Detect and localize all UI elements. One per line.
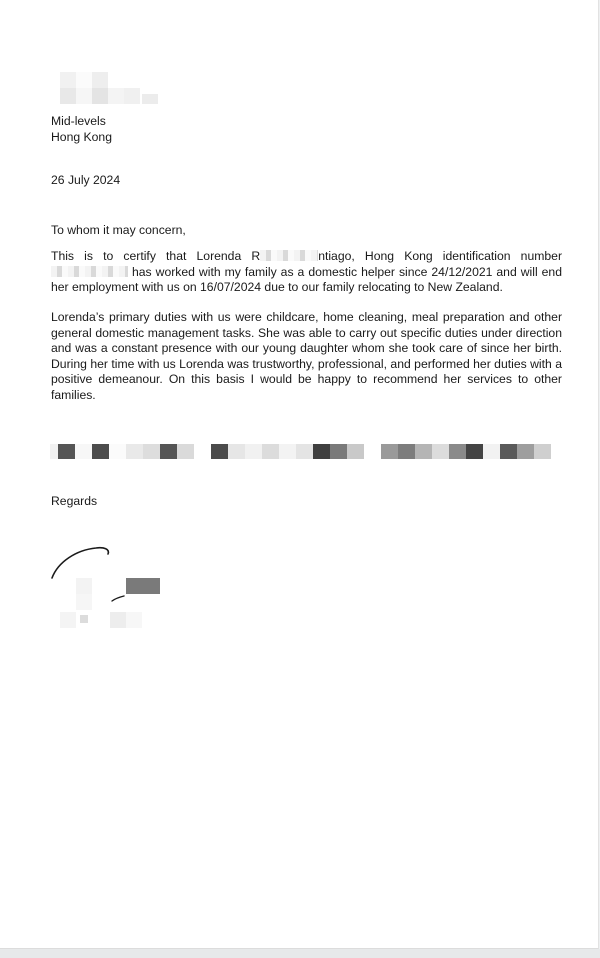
redacted-surname xyxy=(260,250,318,261)
salutation: To whom it may concern, xyxy=(51,223,186,237)
certification-paragraph xyxy=(51,249,562,296)
redacted-line xyxy=(50,444,551,459)
letter-date: 26 July 2024 xyxy=(51,173,121,187)
certification-text-part-3: has worked with my family as a domestic helper since 24/12/2021 and will end her employment with us on 16/07/2024 due to our family relocating to New Zealand. xyxy=(51,264,562,295)
duties-paragraph: Lorenda’s primary duties with us were childcare, home cleaning, meal preparation and other general domestic management tasks. She was able to carry out specific duties under direction and was a constant presence with our young daughter whom she took care of since her birth. During her time with us Lorenda was trustworthy, professional, and performed her duties with a positive demeanour. On this basis I would be happy to recommend her services to other families. xyxy=(51,310,562,402)
address-line-2: Hong Kong xyxy=(51,130,112,144)
redacted-sender-name xyxy=(60,72,160,106)
certification-text-part-2: ntiago, Hong Kong identification number xyxy=(318,249,563,263)
redacted-id-number xyxy=(51,266,128,277)
closing: Regards xyxy=(51,494,98,508)
address-line-1: Mid-levels xyxy=(51,114,106,128)
redacted-signature-name xyxy=(76,560,166,630)
certification-text-part-1: This is to certify that Lorenda R xyxy=(51,249,261,263)
page-bottom-edge xyxy=(0,949,600,958)
